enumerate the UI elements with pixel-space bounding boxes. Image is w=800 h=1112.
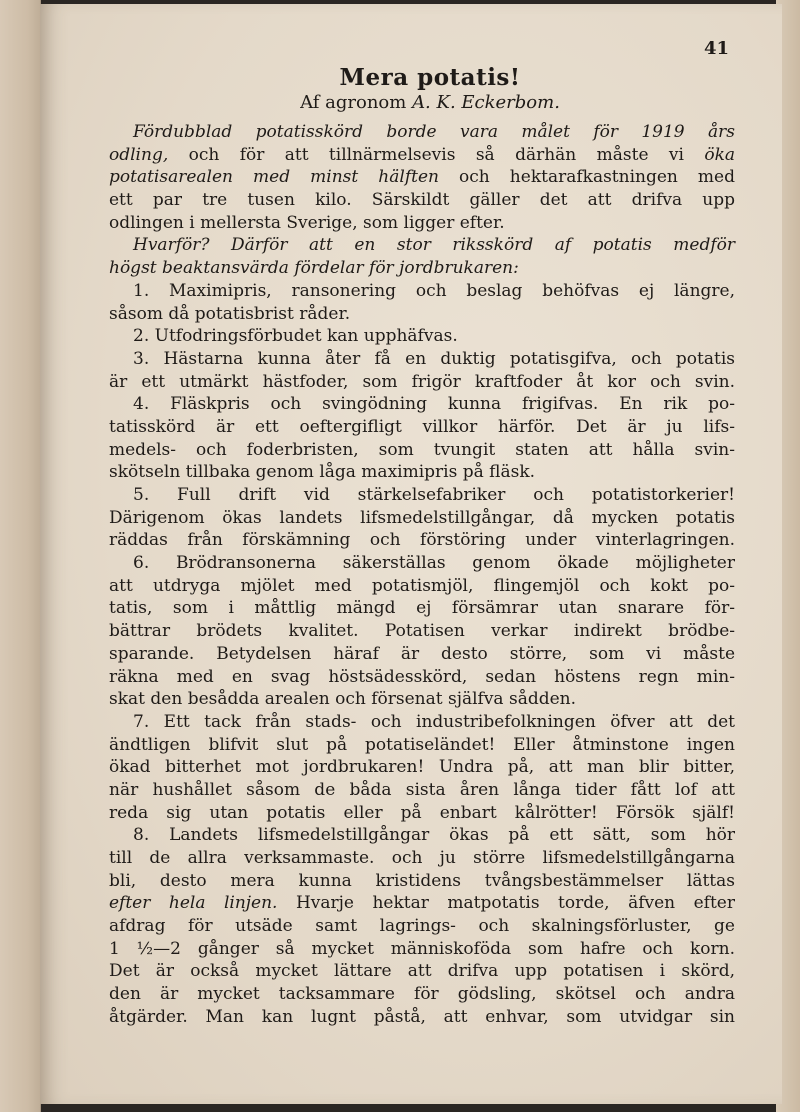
text-span: Hvarje hektar matpotatis torde, äfven efter bbox=[277, 893, 735, 914]
text-line bbox=[109, 393, 735, 416]
text-line bbox=[109, 620, 735, 643]
text-line bbox=[109, 824, 735, 847]
text-line bbox=[109, 960, 735, 983]
text-line bbox=[109, 529, 735, 552]
text-span: medels- och foderbristen, som tvungit staten att hålla svin- bbox=[109, 439, 735, 460]
text-line bbox=[109, 734, 735, 757]
text-line bbox=[109, 552, 735, 575]
text-line bbox=[109, 915, 735, 938]
text-span: räkna med en svag höstsädesskörd, sedan höstens regn min- bbox=[109, 666, 735, 687]
page-number: 41 bbox=[704, 38, 730, 59]
text-line bbox=[109, 144, 735, 167]
text-span: när hushållet såsom de båda sista åren långa tider fått lof att bbox=[109, 779, 735, 800]
text-span: sparande. Betydelsen häraf är desto större, som vi måste bbox=[109, 643, 735, 664]
text-span: tatis, som i måttlig mängd ej försämrar utan snarare för- bbox=[109, 598, 735, 619]
text-line bbox=[109, 847, 735, 870]
text-span: att utdryga mjölet med potatismjöl, flingemjöl och kokt po- bbox=[109, 575, 735, 596]
text-line bbox=[109, 461, 735, 484]
text-span: 4. Fläskpris och svingödning kunna frigifvas. En rik po- bbox=[133, 394, 735, 415]
text-span: efter hela linjen. bbox=[109, 893, 278, 914]
text-span: 2. Utfodringsförbudet kan upphäfvas. bbox=[133, 326, 458, 347]
text-line bbox=[109, 870, 735, 893]
text-span: Hvarför? Därför att en stor riksskörd af potatis medför bbox=[133, 235, 735, 256]
text-span: åtgärder. Man kan lugnt påstå, att enhvar, som utvidgar sin bbox=[109, 1006, 735, 1027]
book-page bbox=[40, 4, 782, 1104]
text-line bbox=[109, 484, 735, 507]
text-span: bättrar brödets kvalitet. Potatisen verkar indirekt brödbe- bbox=[109, 621, 735, 642]
text-span: odlingen i mellersta Sverige, som ligger efter. bbox=[109, 212, 505, 233]
text-span: odling, bbox=[109, 144, 169, 165]
text-span: Fördubblad potatisskörd borde vara målet för 1919 års bbox=[133, 122, 735, 142]
text-line bbox=[109, 643, 735, 666]
text-line bbox=[109, 802, 735, 825]
article-title: Mera potatis! bbox=[339, 64, 521, 91]
text-line bbox=[109, 280, 735, 303]
text-span: ökad bitterhet mot jordbrukaren! Undra på, att man blir bitter, bbox=[109, 757, 735, 778]
text-span: 3. Hästarna kunna åter få en duktig potatisgifva, och potatis bbox=[133, 348, 735, 369]
text-span: 1 ½—2 gånger så mycket människoföda som hafre och korn. bbox=[109, 938, 735, 959]
text-line bbox=[109, 439, 735, 462]
text-line bbox=[109, 983, 735, 1006]
text-line bbox=[109, 212, 735, 235]
text-line bbox=[109, 892, 735, 915]
text-line bbox=[109, 711, 735, 734]
text-line bbox=[109, 666, 735, 689]
text-span: bli, desto mera kunna kristidens tvångsbestämmelser lättas bbox=[109, 870, 735, 891]
text-line bbox=[109, 166, 735, 189]
text-span: skötseln tillbaka genom låga maximipris på fläsk. bbox=[109, 462, 536, 483]
text-line bbox=[109, 597, 735, 620]
text-line bbox=[109, 688, 735, 711]
text-span: 6. Brödransonerna säkerställas genom ökade möjligheter bbox=[133, 553, 735, 574]
byline bbox=[200, 92, 660, 113]
text-span: och hektarafkastningen med bbox=[438, 167, 735, 188]
text-span: och för att tillnärmelsevis så därhän måste vi bbox=[168, 144, 705, 165]
text-line bbox=[109, 121, 735, 144]
text-line bbox=[109, 507, 735, 530]
text-line bbox=[109, 1006, 735, 1029]
text-line bbox=[109, 756, 735, 779]
text-span: högst beaktansvärda fördelar för jordbrukaren: bbox=[109, 258, 519, 279]
text-span: ändtligen blifvit slut på potatiseländet! Eller åtminstone ingen bbox=[109, 734, 735, 755]
text-span: afdrag för utsäde samt lagrings- och skalningsförluster, ge bbox=[109, 916, 735, 937]
text-line bbox=[109, 303, 735, 326]
text-line bbox=[109, 348, 735, 371]
text-span: öka bbox=[704, 144, 735, 165]
text-span: potatisarealen med minst hälften bbox=[109, 167, 439, 188]
text-span: skat den besådda arealen och försenat själfva sådden. bbox=[109, 689, 577, 710]
article-body bbox=[109, 121, 735, 1029]
text-line bbox=[109, 779, 735, 802]
text-span: till de allra verksammaste. och ju större lifsmedelstillgångarna bbox=[109, 848, 735, 868]
text-span: tatisskörd är ett oeftergifligt villkor härför. Det är ju lifs- bbox=[109, 416, 735, 437]
text-line bbox=[109, 575, 735, 598]
text-span: Därigenom ökas landets lifsmedelstillgångar, då mycken potatis bbox=[109, 507, 735, 528]
text-line bbox=[109, 938, 735, 961]
text-span: 8. Landets lifsmedelstillgångar ökas på ett sätt, som hör bbox=[133, 825, 735, 846]
text-span: 7. Ett tack från stads- och industribefolkningen öfver att det bbox=[133, 711, 735, 732]
text-line bbox=[109, 189, 735, 212]
text-span: ett par tre tusen kilo. Särskildt gäller det att drifva upp bbox=[109, 190, 735, 211]
text-span: 5. Full drift vid stärkelsefabriker och potatistorkerier! bbox=[133, 485, 735, 505]
byline-prefix: Af agronom bbox=[300, 92, 407, 113]
text-span: såsom då potatisbrist råder. bbox=[109, 303, 351, 324]
byline-author: A. K. Eckerbom. bbox=[412, 92, 560, 113]
text-line bbox=[109, 416, 735, 439]
text-line bbox=[109, 257, 735, 280]
text-line bbox=[109, 371, 735, 394]
text-span: 1. Maximipris, ransonering och beslag behöfvas ej längre, bbox=[133, 280, 735, 301]
text-line bbox=[109, 325, 735, 348]
text-span: reda sig utan potatis eller på enbart kålrötter! Försök själf! bbox=[109, 802, 735, 823]
text-span: Det är också mycket lättare att drifva upp potatisen i skörd, bbox=[109, 961, 735, 982]
left-page-edge bbox=[0, 0, 41, 1112]
text-span: räddas från förskämning och förstöring under vinterlagringen. bbox=[109, 530, 735, 551]
text-span: är ett utmärkt hästfoder, som frigör kraftfoder åt kor och svin. bbox=[109, 371, 735, 392]
text-line bbox=[109, 234, 735, 257]
text-span: den är mycket tacksammare för gödsling, skötsel och andra bbox=[109, 984, 735, 1005]
